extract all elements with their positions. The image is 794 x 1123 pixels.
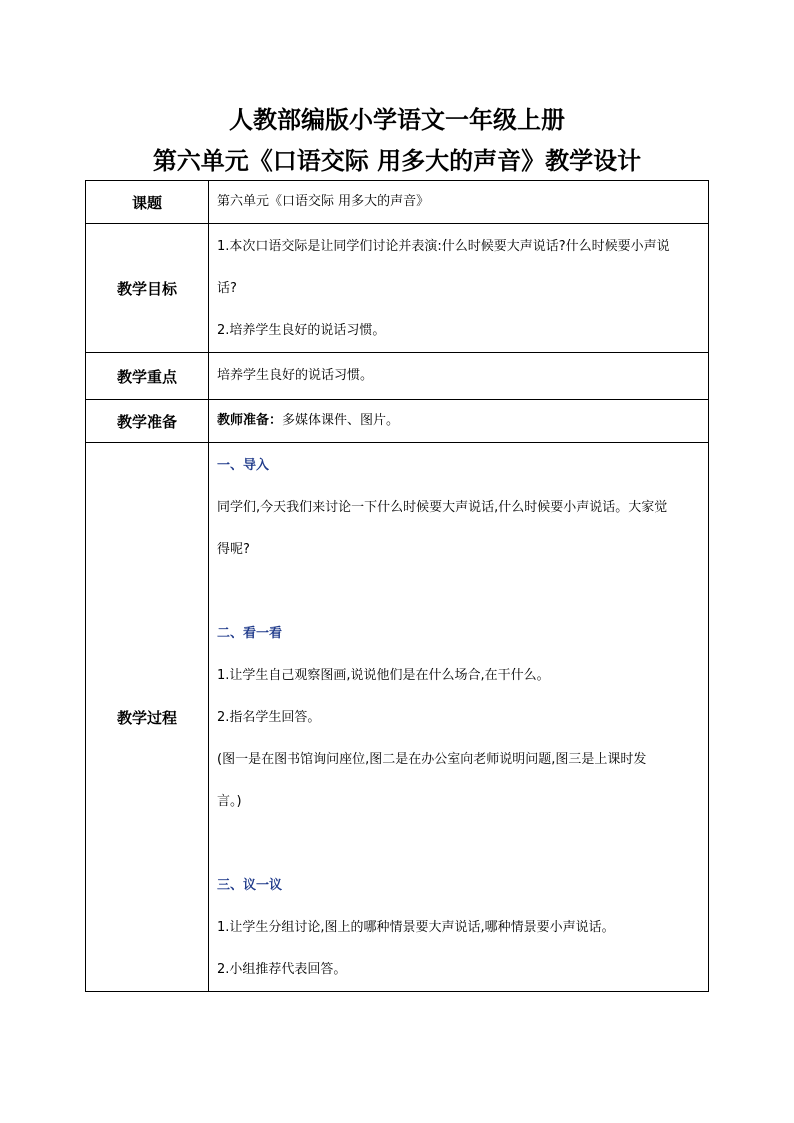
section-1-line-2: 得呢?: [217, 542, 250, 557]
section-3-line-1: 1.让学生分组讨论,图上的哪种情景要大声说话,哪种情景要小声说话。: [217, 920, 615, 935]
cell-prep: [209, 400, 709, 443]
label-prep: 教学准备: [86, 400, 209, 443]
section-2-line-4: 言。): [217, 794, 242, 809]
section-2-line-3: (图一是在图书馆询问座位,图二是在办公室向老师说明问题,图三是上课时发: [217, 752, 647, 767]
section-heading-1: 一、导入: [217, 458, 270, 473]
label-process: 教学过程: [86, 443, 209, 992]
section-heading-3: 三、议一议: [217, 878, 283, 893]
section-1-line-1: 同学们,今天我们来讨论一下什么时候要大声说话,什么时候要小声说话。大家觉: [217, 500, 668, 515]
label-topic: 课题: [86, 181, 209, 224]
table-row-focus: [86, 353, 709, 400]
section-heading-2: 二、看一看: [217, 626, 283, 641]
goals-line-2: 话?: [217, 281, 237, 296]
table-row-topic: [86, 181, 709, 224]
cell-focus: [209, 353, 709, 400]
prep-prefix: 教师准备：: [217, 413, 283, 428]
cell-topic: [209, 181, 709, 224]
table-row-prep: [86, 400, 709, 443]
cell-goals: [209, 224, 709, 353]
section-2-line-1: 1.让学生自己观察图画,说说他们是在什么场合,在干什么。: [217, 668, 550, 683]
spacer: [217, 571, 700, 613]
document-title: 人教部编版小学语文一年级上册: [229, 106, 565, 134]
section-2-line-2: 2.指名学生回答。: [217, 710, 321, 725]
prep-value: 多媒体课件、图片。: [282, 413, 400, 428]
table-row-goals: [86, 224, 709, 353]
cell-process: [209, 443, 709, 992]
label-goals: 教学目标: [86, 224, 209, 353]
lesson-plan-table: [85, 180, 709, 992]
goals-line-3: 2.培养学生良好的说话习惯。: [217, 323, 386, 338]
focus-value: 培养学生良好的说话习惯。: [217, 368, 374, 383]
spacer: [217, 823, 700, 865]
table-row-process: [86, 443, 709, 992]
topic-value: 第六单元《口语交际 用多大的声音》: [217, 194, 430, 209]
document-subtitle: 第六单元《口语交际 用多大的声音》教学设计: [152, 147, 642, 175]
goals-line-1: 1.本次口语交际是让同学们讨论并表演:什么时候要大声说话?什么时候要小声说: [217, 239, 670, 254]
label-focus: 教学重点: [86, 353, 209, 400]
prep-line: [217, 400, 700, 442]
section-3-line-2: 2.小组推荐代表回答。: [217, 962, 347, 977]
